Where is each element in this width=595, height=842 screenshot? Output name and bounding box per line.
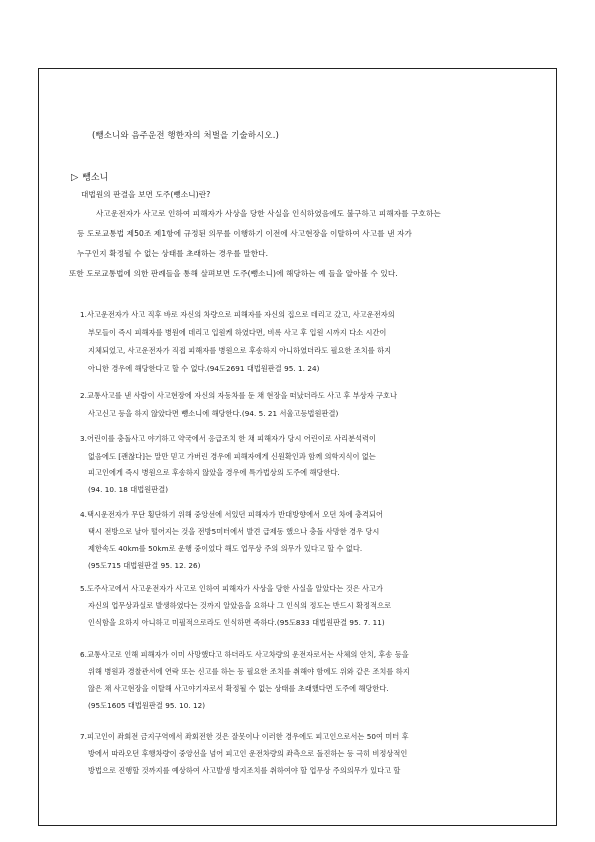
- case-line: 택시 전방으로 날아 떨어지는 것을 전방5미터에서 발견 급제동 했으나 충돌 사망한 경우 당시: [88, 527, 380, 536]
- case-line: 아니한 경우에 해당한다고 할 수 없다.(94도2691 대법원판결 95. 1. 24): [88, 364, 320, 373]
- intro-line: 대법원의 판결을 보면 도주(뺑소니)란?: [81, 190, 211, 199]
- case-line: 지체되었고, 사고운전자가 직접 피해자를 병원으로 후송하지 아니하였더라도 필요한 조치를 하지: [88, 346, 392, 355]
- case-line: 피고인에게 즉시 병원으로 후송하지 않았을 경우에 특가법상의 도주에 해당한다.: [88, 468, 340, 477]
- intro-line: 또한 도로교통법에 의한 판례들을 통해 살펴보면 도주(뺑소니)에 해당하는 예 들을 알아볼 수 있다.: [69, 269, 398, 278]
- question-heading: (뺑소니와 음주운전 행한자의 처벌을 기술하시오.): [92, 130, 280, 140]
- case-line: 않은 채 사고현장을 이탈해 사고야기자로서 확정될 수 없는 상태를 초래했다면 도주에 해당한다.: [88, 684, 389, 693]
- case-line: 4.택시운전자가 무단 횡단하기 위해 중앙선에 서있던 피해자가 반대방향에서 오던 차에 충격되어: [80, 510, 384, 519]
- case-line: 6.교통사고로 인해 피해자가 이미 사망했다고 하더라도 사고차량의 운전자로서는 사체의 안치, 후송 등을: [80, 650, 409, 659]
- case-line: 자신의 업무상과실로 발생하였다는 것까지 알았음을 요하나 그 인식의 정도는 반드시 확정적으로: [88, 601, 392, 610]
- case-line: 제한속도 40km를 50km로 운행 중이었다 해도 업무상 주의 의무가 있다고 할 수 없다.: [88, 544, 363, 553]
- triangle-marker-icon: ▷: [71, 172, 79, 183]
- intro-line: 등 도로교통법 제50조 제1항에 규정된 의무를 이행하기 이전에 사고현장을 이탈하여 사고를 낸 자가: [77, 229, 412, 238]
- case-line: 방에서 따라오던 후행차량이 중앙선을 넘어 피고인 운전차량의 좌측으로 돌진하는 등 극히 비정상적인: [88, 749, 408, 758]
- case-line: 1.사고운전자가 사고 직후 바로 자신의 차량으로 피해자를 자신의 집으로 데리고 갔고, 사고운전자의: [80, 310, 395, 319]
- case-line: 2.교통사고를 낸 사람이 사고현장에 자신의 자동차를 둔 채 현장을 떠났더라도 사고 후 부상자 구호나: [80, 391, 398, 400]
- case-line: 위해 병원과 경찰관서에 연락 또는 신고를 하는 등 필요한 조치를 취해야 함에도 위와 같은 조치를 하지: [88, 667, 410, 676]
- section-heading: [71, 170, 108, 183]
- section-title: 뺑소니: [82, 173, 109, 183]
- case-line: (95도1605 대법원판결 95. 10. 12): [88, 701, 206, 710]
- intro-line: 사고운전자가 사고로 인하여 피해자가 사상을 당한 사실을 인식하였음에도 불구하고 피해자를 구호하는: [96, 209, 441, 218]
- case-line: 7.피고인이 좌회전 금지구역에서 좌회전한 것은 잘못이나 이러한 경우에도 피고인으로서는 50여 미터 후: [80, 732, 409, 741]
- intro-line: 누구인지 확정될 수 없는 상태를 초래하는 경우를 말한다.: [77, 249, 269, 258]
- case-line: 3.어린이를 충돌사고 야기하고 약국에서 응급조치 한 채 피해자가 당시 어린이로 사리분석력이: [80, 434, 377, 443]
- case-line: 없음에도 [괜찮다]는 말만 믿고 가버린 경우에 피해자에게 신원확인과 함께 의학지식이 없는: [88, 452, 376, 461]
- case-line: 인식함을 요하지 아니하고 미필적으로라도 인식하면 족하다.(95도833 대법원판결 95. 7. 11): [88, 618, 385, 627]
- case-line: (95도715 대법원판결 95. 12. 26): [88, 561, 201, 570]
- case-line: 사고신고 등을 하지 않았다면 뺑소니에 해당한다.(94. 5. 21 서울고등법원판결): [88, 409, 339, 418]
- case-line: 방법으로 진행할 것까지를 예상하여 사고발생 방지조치를 취하여야 할 업무상 주의의무가 있다고 할: [88, 766, 401, 775]
- case-line: 5.도주사고에서 사고운전자가 사고로 인하여 피해자가 사상을 당한 사실을 알았다는 것은 사고가: [80, 584, 384, 593]
- case-line: (94. 10. 18 대법원판결): [88, 485, 169, 494]
- page-border: [38, 68, 557, 826]
- case-line: 부모들이 즉시 피해자를 병원에 데리고 입원케 하였다면, 비록 사고 후 입원 시까지 다소 시간이: [88, 328, 387, 337]
